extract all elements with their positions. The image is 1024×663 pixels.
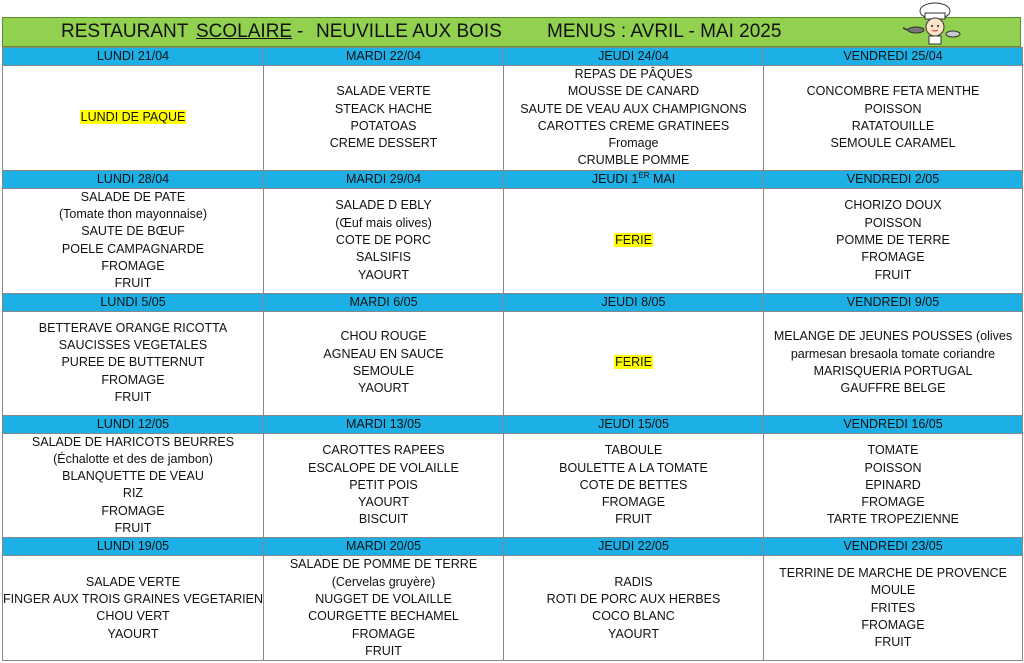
- holiday-label: FERIE: [615, 233, 652, 248]
- menu-item: Fromage: [608, 136, 659, 151]
- menu-cell: [764, 556, 1023, 661]
- day-header: [764, 48, 1023, 66]
- title-dash: -: [297, 21, 304, 42]
- day-label: LUNDI 5/05: [100, 294, 166, 309]
- menu-item: CAROTTES CREME GRATINEES: [537, 118, 730, 133]
- menu-cell: [3, 556, 264, 661]
- title-menus: MENUS : AVRIL - MAI 2025: [547, 21, 782, 42]
- menu-item: SALADE DE PATE: [80, 189, 186, 204]
- menu-item: POELE CAMPAGNARDE: [61, 241, 205, 256]
- menu-item: COTE DE BETTES: [579, 477, 688, 492]
- day-label: JEUDI 1: [591, 171, 639, 186]
- menu-item: FROMAGE: [351, 626, 416, 641]
- title-bar: [2, 17, 1021, 47]
- menu-item: YAOURT: [608, 626, 659, 641]
- day-label: VENDREDI 2/05: [846, 171, 940, 186]
- day-label: JEUDI 24/04: [598, 49, 669, 63]
- day-label: VENDREDI 25/04: [843, 49, 943, 63]
- day-header: [764, 170, 1023, 188]
- menu-item: FROMAGE: [861, 250, 925, 265]
- menu-item: BLANQUETTE DE VEAU: [62, 469, 204, 484]
- title-scolaire: SCOLAIRE: [196, 21, 293, 42]
- menu-item: SAUTE DE BŒUF: [81, 224, 185, 239]
- menu-item: POISSON: [864, 101, 922, 116]
- menu-item: (Échalotte et des de jambon): [53, 451, 213, 466]
- menu-item: (Œuf mais olives): [335, 215, 432, 230]
- menu-item: FRUIT: [114, 276, 152, 291]
- day-header: [264, 538, 504, 556]
- day-header: [504, 538, 764, 556]
- day-label: LUNDI 21/04: [96, 49, 170, 63]
- menu-row: [3, 66, 1023, 171]
- menu-item: TOMATE: [867, 443, 919, 458]
- menu-item: parmesan bresaola tomate coriandre: [790, 346, 996, 361]
- menu-cell: [3, 433, 264, 538]
- menu-item: SEMOULE: [352, 364, 415, 379]
- menu-item: FRUIT: [615, 512, 652, 527]
- menu-cell: [504, 311, 764, 415]
- menu-item: AGNEAU EN SAUCE: [323, 346, 444, 361]
- menu-item: FRUIT: [114, 521, 152, 536]
- day-header: [504, 293, 764, 311]
- menu-item: FRITES: [870, 600, 916, 615]
- menu-item: YAOURT: [358, 267, 409, 282]
- menu-item: REPAS DE PÂQUES: [574, 67, 693, 81]
- menu-item: FROMAGE: [101, 258, 165, 273]
- menu-item: EPINARD: [865, 477, 921, 492]
- holiday-label: LUNDI DE PAQUE: [80, 110, 186, 125]
- day-header: [764, 293, 1023, 311]
- day-header: [3, 48, 264, 66]
- menu-item: POISSON: [864, 215, 922, 230]
- menu-cell: [264, 556, 504, 661]
- menu-item: FRUIT: [874, 635, 912, 650]
- menu-item: SAUCISSES VEGETALES: [58, 338, 208, 353]
- menu-item: FROMAGE: [861, 617, 925, 632]
- day-label: MARDI 13/05: [345, 416, 422, 431]
- menu-item: CREME DESSERT: [329, 136, 438, 151]
- day-label: MARDI 6/05: [349, 294, 418, 309]
- menu-item: FRUIT: [874, 267, 912, 282]
- day-header: [504, 170, 764, 188]
- title-restaurant: RESTAURANT: [61, 21, 189, 42]
- menu-row: [3, 188, 1023, 293]
- menu-item: RATATOUILLE: [851, 118, 935, 133]
- menu-item: COTE DE PORC: [335, 233, 432, 248]
- day-label: JEUDI 8/05: [601, 294, 666, 309]
- menu-item: TERRINE DE MARCHE DE PROVENCE: [779, 565, 1007, 580]
- menu-item: CONCOMBRE FETA MENTHE: [806, 84, 980, 99]
- menu-cell: [764, 311, 1023, 415]
- day-header: [264, 48, 504, 66]
- menu-item: FROMAGE: [861, 495, 925, 510]
- day-header: [264, 415, 504, 433]
- menu-cell: [764, 188, 1023, 293]
- menu-item: ROTI DE PORC AUX HERBES: [546, 591, 721, 606]
- day-label: JEUDI 22/05: [598, 539, 669, 554]
- menu-table: [2, 47, 1023, 661]
- menu-cell: [264, 311, 504, 415]
- menu-item: SALADE DE POMME DE TERRE: [289, 557, 478, 572]
- menu-item: CHORIZO DOUX: [844, 198, 942, 213]
- day-header: [3, 293, 264, 311]
- menu-cell: [264, 433, 504, 538]
- menu-item: CRUMBLE POMME: [577, 153, 690, 168]
- menu-item: CHOU VERT: [96, 609, 170, 624]
- menu-item: FROMAGE: [101, 372, 165, 387]
- menu-item: (Tomate thon mayonnaise): [59, 207, 207, 222]
- day-label: VENDREDI 9/05: [846, 294, 940, 309]
- day-label: LUNDI 12/05: [96, 416, 170, 431]
- menu-item: SALADE VERTE: [336, 84, 431, 99]
- menu-item: CAROTTES RAPEES: [322, 443, 445, 458]
- menu-item: YAOURT: [107, 626, 159, 641]
- menu-item: SALADE VERTE: [85, 574, 181, 589]
- menu-item: ESCALOPE DE VOLAILLE: [308, 460, 459, 475]
- menu-item: SALADE D EBLY: [335, 198, 432, 213]
- menu-cell: [504, 66, 764, 171]
- menu-cell: [504, 188, 764, 293]
- menu-cell: [504, 433, 764, 538]
- menu-item: POMME DE TERRE: [836, 233, 950, 248]
- menu-item: TABOULE: [604, 443, 663, 458]
- menu-cell: [264, 66, 504, 171]
- menu-cell: [3, 66, 264, 171]
- day-label: MARDI 20/05: [345, 539, 422, 554]
- menu-item: SALADE DE HARICOTS BEURRES: [31, 434, 235, 449]
- day-label: JEUDI 15/05: [598, 416, 669, 431]
- day-header: [3, 538, 264, 556]
- day-label: LUNDI 28/04: [96, 171, 170, 186]
- day-header-row: [3, 415, 1023, 433]
- day-header: [764, 538, 1023, 556]
- day-label-end: MAI: [649, 171, 676, 186]
- menu-item: POTATOAS: [350, 118, 417, 133]
- menu-item: CHOU ROUGE: [340, 329, 427, 344]
- day-header: [3, 170, 264, 188]
- menu-item: FRUIT: [365, 643, 402, 658]
- menu-cell: [3, 311, 264, 415]
- menu-row: [3, 433, 1023, 538]
- menu-item: GAUFFRE BELGE: [840, 381, 946, 396]
- menu-cell: [264, 188, 504, 293]
- menu-cell: [3, 188, 264, 293]
- menu-cell: [764, 66, 1023, 171]
- menu-item: MARISQUERIA PORTUGAL: [813, 364, 973, 379]
- day-label-superscript: ER: [638, 170, 650, 180]
- menu-row: [3, 311, 1023, 415]
- day-header: [3, 415, 264, 433]
- menu-item: BOULETTE A LA TOMATE: [559, 460, 708, 475]
- menu-item: MOULE: [870, 583, 916, 598]
- menu-item: COCO BLANC: [592, 609, 675, 624]
- title-town: NEUVILLE AUX BOIS: [316, 21, 502, 42]
- menu-item: FRUIT: [114, 390, 152, 404]
- day-label: VENDREDI 16/05: [843, 416, 943, 431]
- day-header-row: [3, 170, 1023, 188]
- menu-item: COURGETTE BECHAMEL: [308, 609, 459, 624]
- day-header: [264, 170, 504, 188]
- menu-item: SALSIFIS: [356, 250, 411, 265]
- day-header: [504, 48, 764, 66]
- day-header: [264, 293, 504, 311]
- menu-item: (Cervelas gruyère): [331, 574, 436, 589]
- menu-item: FINGER AUX TROIS GRAINES VEGETARIEN: [3, 591, 264, 606]
- menu-cell: [764, 433, 1023, 538]
- day-header: [764, 415, 1023, 433]
- menu-item: PETIT POIS: [349, 477, 418, 492]
- day-label: VENDREDI 23/05: [843, 539, 943, 554]
- day-label: LUNDI 19/05: [96, 539, 170, 554]
- day-header: [504, 415, 764, 433]
- menu-item: STEACK HACHE: [334, 101, 433, 116]
- menu-item: RADIS: [614, 574, 653, 589]
- menu-item: BISCUIT: [358, 512, 409, 527]
- menu-item: PUREE DE BUTTERNUT: [61, 355, 205, 370]
- menu-item: POISSON: [864, 460, 922, 475]
- day-header-row: [3, 48, 1023, 66]
- menu-item: YAOURT: [358, 495, 409, 510]
- day-header-row: [3, 538, 1023, 556]
- menu-item: FROMAGE: [601, 495, 666, 510]
- holiday-label: FERIE: [615, 355, 652, 370]
- chef-icon: [902, 1, 968, 45]
- menu-item: SAUTE DE VEAU AUX CHAMPIGNONS: [520, 101, 747, 116]
- menu-item: FROMAGE: [101, 503, 165, 518]
- menu-item: MOUSSE DE CANARD: [567, 84, 700, 99]
- menu-item: RIZ: [122, 486, 144, 501]
- menu-row: [3, 556, 1023, 661]
- day-header-row: [3, 293, 1023, 311]
- menu-item: TARTE TROPEZIENNE: [827, 512, 959, 527]
- menu-item: YAOURT: [358, 381, 409, 396]
- day-label: MARDI 29/04: [345, 171, 422, 186]
- menu-item: BETTERAVE ORANGE RICOTTA: [38, 320, 228, 335]
- menu-cell: [504, 556, 764, 661]
- menu-item: MELANGE DE JEUNES POUSSES (olives: [773, 329, 1013, 344]
- menu-item: SEMOULE CARAMEL: [830, 136, 956, 151]
- menu-item: NUGGET DE VOLAILLE: [315, 591, 452, 606]
- day-label: MARDI 22/04: [345, 49, 422, 63]
